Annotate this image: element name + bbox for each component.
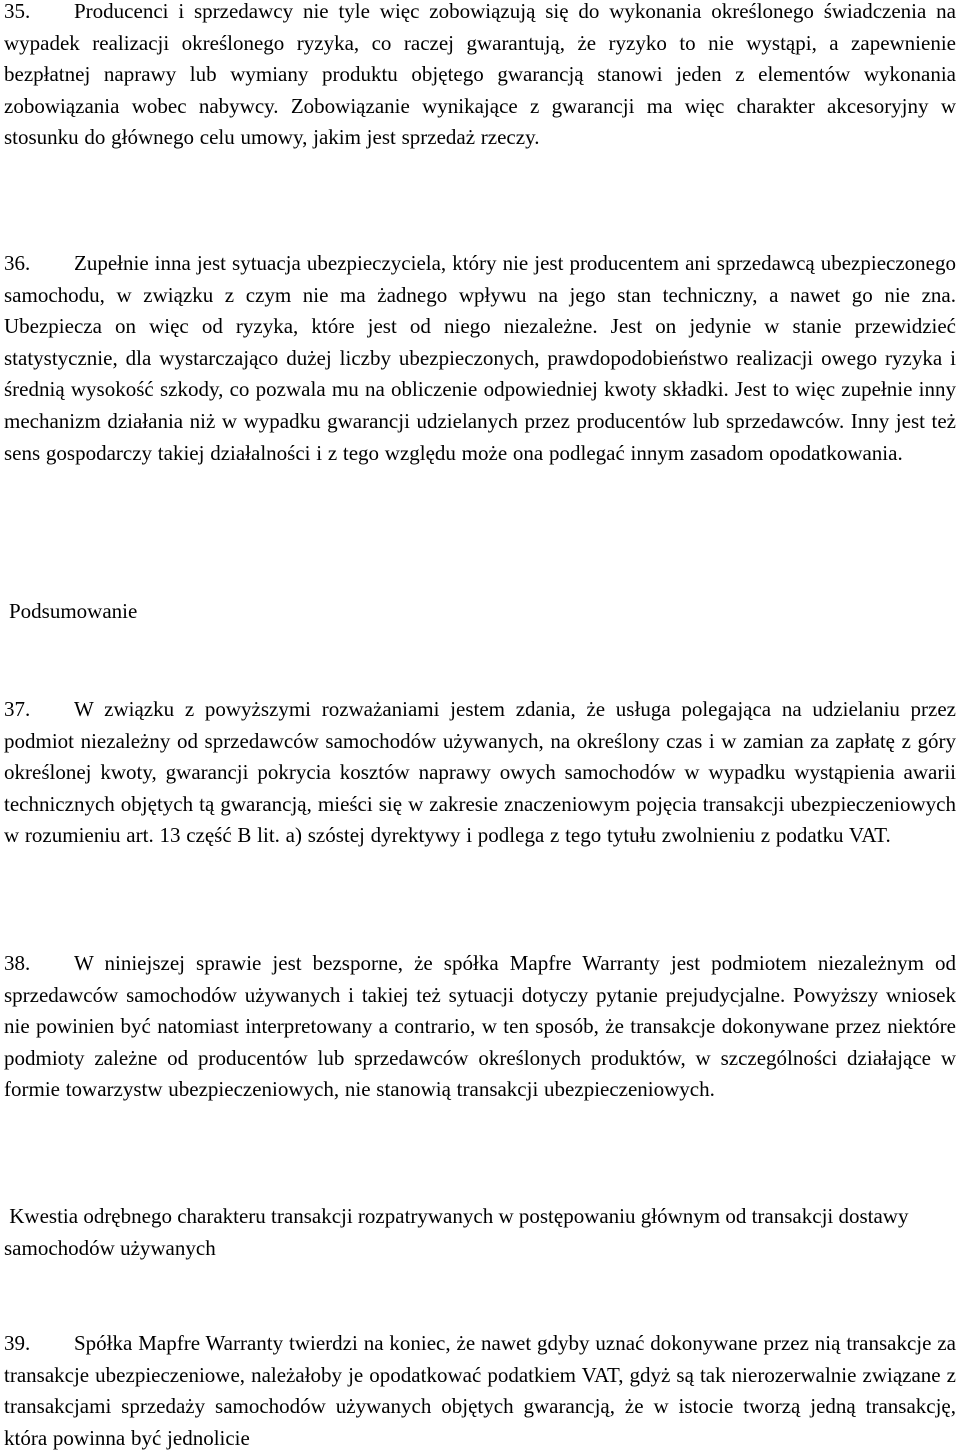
section-heading-summary: Podsumowanie [9,599,138,623]
paragraph-38 [4,948,956,1106]
paragraph-36 [4,248,956,469]
paragraph-text: W związku z powyższymi rozważaniami jestem zdania, że usługa polegająca na udzielaniu przez podmiot niezależny od sprzedawców samochodów używanych, na określony czas i w zamian za zapłatę z góry określonej kwoty, gwarancji pokrycia kosztów naprawy owych samochodów w wypadku wystąpienia awarii technicznych objętych tą gwarancją, mieści się w zakresie znaczeniowym pojęcia transakcji ubezpieczeniowych w rozumieniu art. 13 część B lit. a) szóstej dyrektywy i podlega z tego tytułu zwolnieniu z podatku VAT. [4,697,956,848]
paragraph-37 [4,694,956,852]
paragraph-35 [4,0,956,154]
paragraph-number: 37. [4,697,31,721]
paragraph-number: 35. [4,0,31,23]
paragraph-39 [4,1328,956,1454]
paragraph-text: Spółka Mapfre Warranty twierdzi na koniec, że nawet gdyby uznać dokonywane przez nią transakcje za transakcje ubezpieczeniowe, należałoby je opodatkować podatkiem VAT, gdyż są tak nierozerwalnie związane z transakcjami sprzedaży samochodów używanych objętych gwarancją, że w istocie tworzą jedną transakcję, która powinna być jednolicie [4,1331,956,1450]
paragraph-number: 36. [4,251,31,275]
paragraph-text: W niniejszej sprawie jest bezsporne, że spółka Mapfre Warranty jest podmiotem niezależnym od sprzedawców samochodów używanych i takiej też sytuacji dotyczy pytanie prejudycjalne. Powyższy wniosek nie powinien być natomiast interpretowany a contrario, w ten sposób, że transakcje dokonywane przez niektóre podmioty zależne od producentów lub sprzedawców określonych produktów, w szczególności działające w formie towarzystw ubezpieczeniowych, nie stanowią transakcji ubezpieczeniowych. [4,951,956,1102]
section-heading-separate-character [4,1201,956,1264]
paragraph-number: 38. [4,951,31,975]
paragraph-text: Zupełnie inna jest sytuacja ubezpieczyciela, który nie jest producentem ani sprzedawcą ubezpieczonego samochodu, w związku z czym nie ma żadnego wpływu na jego stan techniczny, a nawet go nie zna. Ubezpiecza on więc od ryzyka, które jest od niego niezależne. Jest on jedynie w stanie przewidzieć statystycznie, dla wystarczająco dużej liczby ubezpieczonych, prawdopodobieństwo realizacji owego ryzyka i średnią wysokość szkody, co pozwala mu na obliczenie odpowiedniej kwoty składki. Jest to więc zupełnie inny mechanizm działania niż w wypadku gwarancji udzielanych przez producentów lub sprzedawców. Inny jest też sens gospodarczy takiej działalności i z tego względu może ona podlegać innym zasadom opodatkowania. [4,251,956,465]
section-heading-text: Kwestia odrębnego charakteru transakcji rozpatrywanych w postępowaniu głównym od transakcji dostawy samochodów używanych [4,1204,909,1260]
paragraph-number: 39. [4,1331,31,1355]
paragraph-text: Producenci i sprzedawcy nie tyle więc zobowiązują się do wykonania określonego świadczenia na wypadek realizacji określonego ryzyka, co raczej gwarantują, że ryzyko to nie wystąpi, a zapewnienie bezpłatnej naprawy lub wymiany produktu objętego gwarancją stanowi jeden z elementów wykonania zobowiązania wobec nabywcy. Zobowiązanie wynikające z gwarancji ma więc charakter akcesoryjny w stosunku do głównego celu umowy, jakim jest sprzedaż rzeczy. [4,0,956,150]
